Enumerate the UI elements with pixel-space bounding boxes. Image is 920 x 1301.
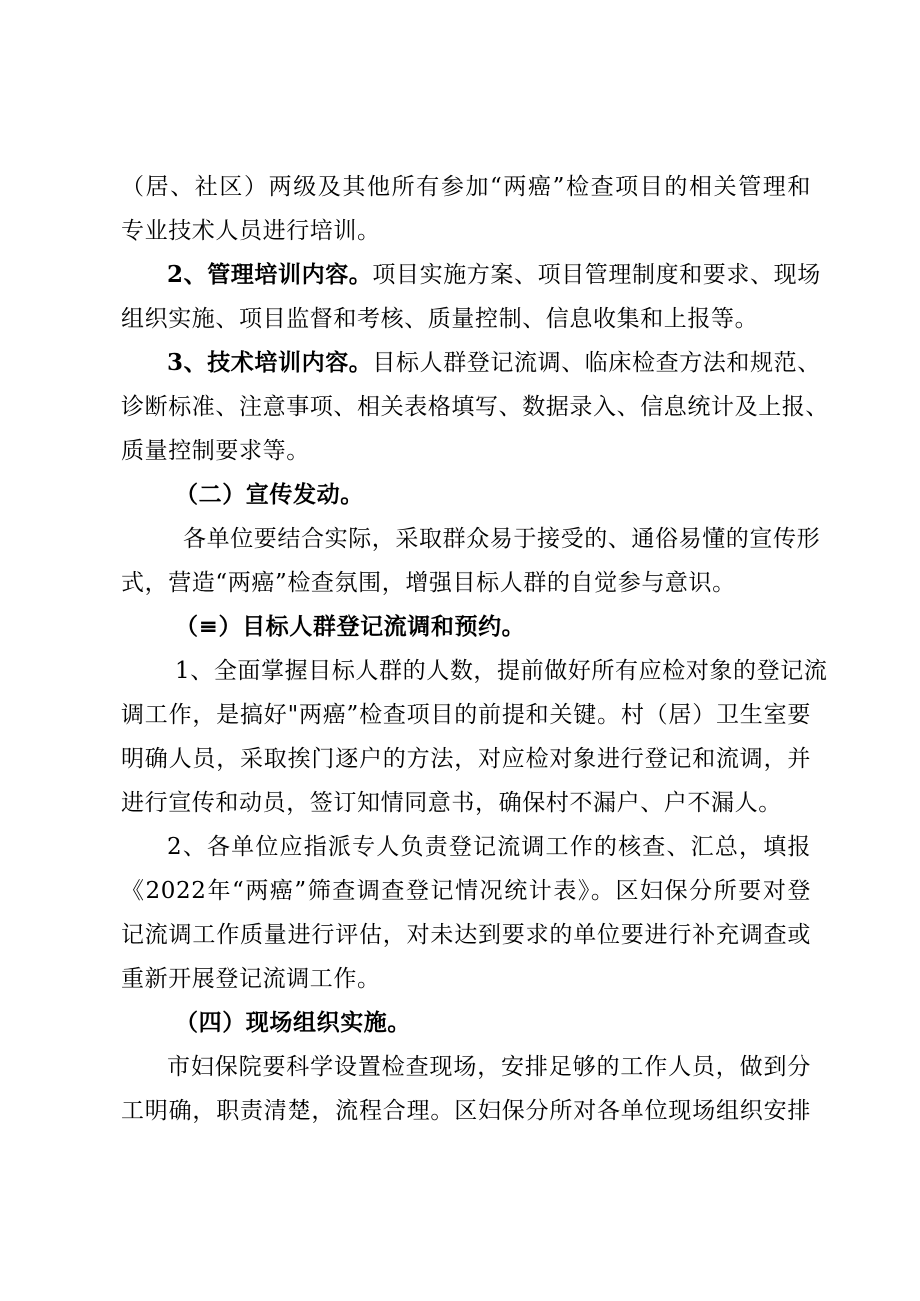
- text-line: 专业技术人员进行培训。: [121, 218, 381, 244]
- paragraph-management-training: [121, 260, 821, 290]
- text-line: 1、全面掌握目标人群的人数，提前做好所有应检对象的登记流: [175, 658, 828, 684]
- text-line: 诊断标准、注意事项、相关表格填写、数据录入、信息统计及上报、: [121, 394, 829, 420]
- section-heading-technical-training: 3、技术培训内容。: [167, 349, 373, 376]
- text-line: 质量控制要求等。: [121, 438, 310, 464]
- section-heading-management-training: 2、管理培训内容。: [167, 261, 373, 288]
- section-heading-registration: （≡）目标人群登记流调和预约。: [175, 613, 526, 640]
- text-line: 进行宣传和动员，签订知情同意书，确保村不漏户、户不漏人。: [121, 790, 782, 816]
- text-line: 组织实施、项目监督和考核、质量控制、信息收集和上报等。: [121, 306, 759, 332]
- text-line: 明确人员，采取挨门逐户的方法，对应检对象进行登记和流调，并: [121, 746, 811, 772]
- paragraph-technical-training: [121, 348, 821, 378]
- text-line: 市妇保院要科学设置检查现场，安排足够的工作人员，做到分: [167, 1054, 811, 1080]
- text-line: 式，营造“两癌”检查氛围，增强目标人群的自觉参与意识。: [121, 570, 736, 596]
- text-span: 项目实施方案、项目管理制度和要求、现场: [372, 262, 821, 288]
- text-line: （居、社区）两级及其他所有参加“两癌”检查项目的相关管理和: [121, 174, 811, 200]
- text-span: 目标人群登记流调、临床检查方法和规范、: [372, 350, 821, 376]
- text-line: 重新开展登记流调工作。: [121, 966, 381, 992]
- text-line: 2、各单位应指派专人负责登记流调工作的核查、汇总，填报: [167, 834, 811, 860]
- text-line: 记流调工作质量进行评估，对未达到要求的单位要进行补充调查或: [121, 922, 811, 948]
- section-heading-publicity: （二）宣传发动。: [175, 481, 364, 508]
- text-line: 工明确，职责清楚，流程合理。区妇保分所对各单位现场组织安排: [121, 1098, 811, 1124]
- text-line: 《2022年“两癌”筛查调查登记情况统计表》。区妇保分所要对登: [121, 878, 811, 904]
- section-heading-on-site: （四）现场组织实施。: [175, 1009, 411, 1036]
- text-line: 调工作，是搞好"两癌”检查项目的前提和关键。村（居）卫生室要: [121, 702, 811, 728]
- text-line: 各单位要结合实际，采取群众易于接受的、通俗易懂的宣传形: [183, 526, 821, 552]
